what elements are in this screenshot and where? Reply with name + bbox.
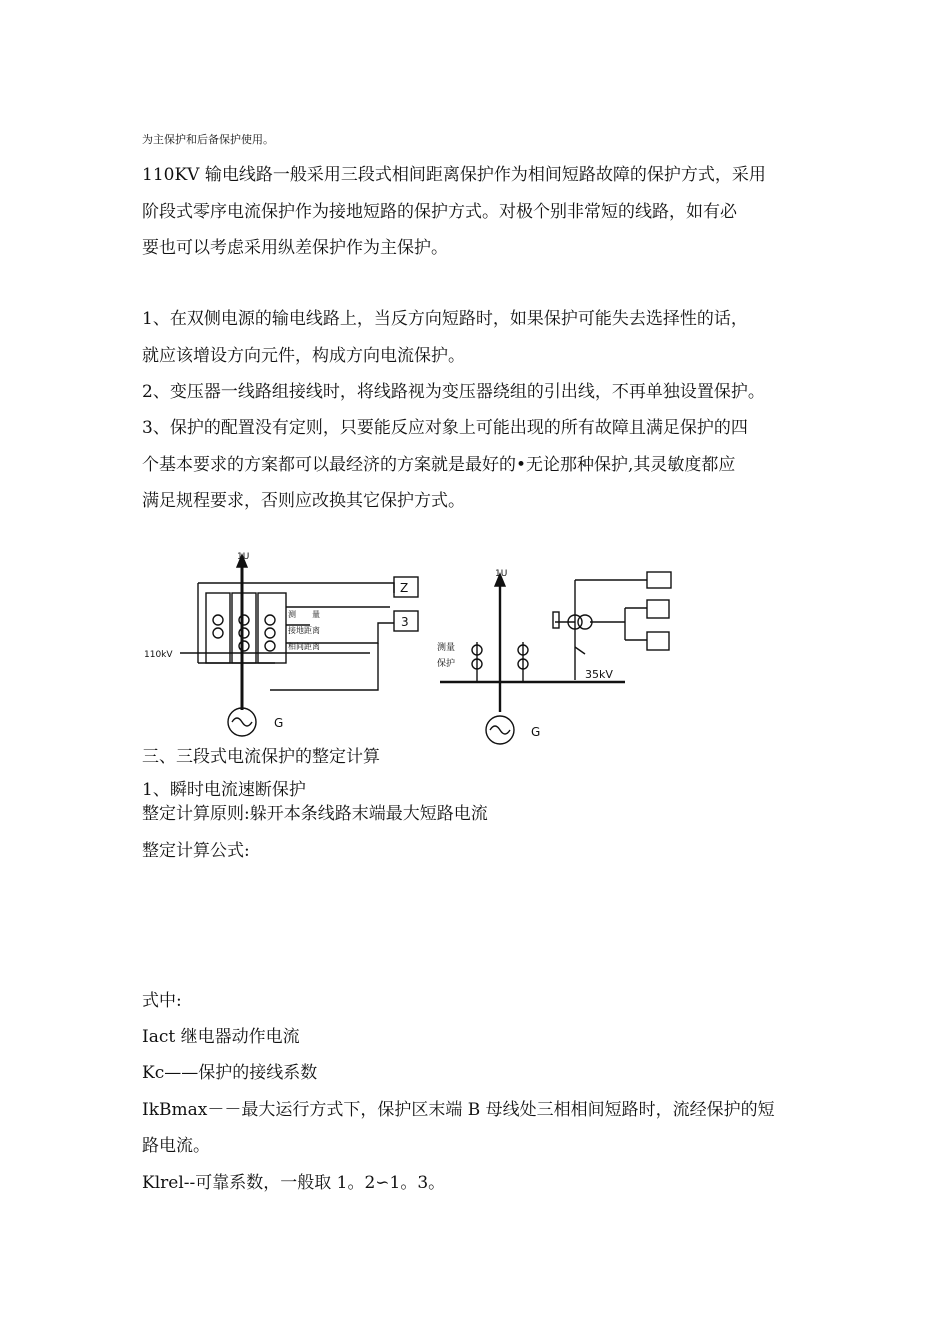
paragraph-line: 阶段式零序电流保护作为接地短路的保护方式。对极个别非常短的线路，如有必 xyxy=(142,202,737,222)
list-item: 1、在双侧电源的输电线路上，当反方向短路时，如果保护可能失去选择性的话， xyxy=(142,309,748,329)
row-label: 相间距离 xyxy=(288,642,320,651)
list-item: 就应该增设方向元件，构成方向电流保护。 xyxy=(142,346,465,366)
bus-voltage-label: 35kV xyxy=(585,668,613,681)
definition-line: IkBmax－－最大运行方式下，保护区末端 B 母线处三相相间短路时，流经保护的短 xyxy=(142,1100,775,1120)
definition-line: Kc——保护的接线系数 xyxy=(142,1063,318,1083)
definition-line: Klrel--可靠系数，一般取 1。2∽1。3。 xyxy=(142,1173,446,1193)
left-gen-label: G xyxy=(274,716,284,730)
right-gen-label: G xyxy=(531,725,541,739)
row-label: 接地距离 xyxy=(288,626,320,635)
principle-text: 整定计算原则:躲开本条线路末端最大短路电流 xyxy=(142,804,488,824)
paragraph-line: 110KV 输电线路一般采用三段式相间距离保护作为相间短路故障的保护方式，采用 xyxy=(142,165,766,185)
right-side-label-2: 保护 xyxy=(437,659,456,669)
section-heading: 三、三段式电流保护的整定计算 xyxy=(142,747,380,767)
box-z-label: Z xyxy=(400,581,409,595)
left-protection-diagram xyxy=(140,545,440,745)
right-side-label-1: 测量 xyxy=(437,643,456,653)
list-item: 满足规程要求，否则应改换其它保护方式。 xyxy=(142,491,465,511)
box-3-label: 3 xyxy=(401,615,409,629)
formula-label: 整定计算公式: xyxy=(142,841,250,861)
top-note: 为主保护和后备保护使用。 xyxy=(142,133,274,146)
right-top-label: 1U xyxy=(495,569,508,579)
left-top-label: 1U xyxy=(237,552,250,562)
row-label: 测 量 xyxy=(288,610,320,619)
definition-line: 路电流。 xyxy=(142,1136,210,1156)
definition-line: Iact 继电器动作电流 xyxy=(142,1027,300,1047)
paragraph-line: 要也可以考虑采用纵差保护作为主保护。 xyxy=(142,238,448,258)
right-protection-diagram xyxy=(435,562,685,752)
list-item: 2、变压器一线路组接线时，将线路视为变压器绕组的引出线，不再单独设置保护。 xyxy=(142,382,765,402)
left-side-label: 110kV xyxy=(144,650,173,660)
where-label: 式中: xyxy=(142,991,182,1011)
list-item: 3、保护的配置没有定则，只要能反应对象上可能出现的所有故障且满足保护的四 xyxy=(142,418,748,438)
list-item: 个基本要求的方案都可以最经济的方案就是最好的•无论那种保护,其灵敏度都应 xyxy=(142,455,736,475)
subsection-heading: 1、瞬时电流速断保护 xyxy=(142,780,306,800)
